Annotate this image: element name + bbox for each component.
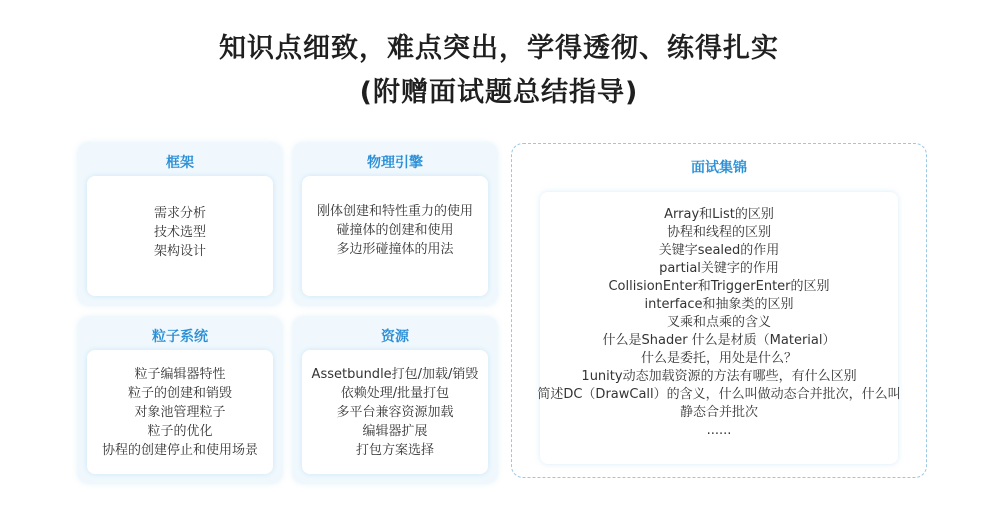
list-item: 多平台兼容资源加载 (336, 404, 454, 420)
list-item: 对象池管理粒子 (134, 404, 226, 420)
list-item: 粒子的创建和销毁 (127, 385, 232, 401)
list-item: 简述DC（DrawCall）的含义，什么叫做动态合并批次，什么叫 (537, 387, 901, 402)
list-item: 刚体创建和特性重力的使用 (316, 204, 473, 219)
card-particle (78, 317, 282, 483)
list-item: 多边形碰撞体的用法 (336, 242, 454, 257)
card-title-interview: 面试集锦 (691, 160, 747, 176)
card-content-framework (87, 176, 273, 296)
headline-title: 知识点细致，难点突出，学得透彻、练得扎实 (219, 33, 779, 64)
card-physics (293, 143, 497, 305)
list-item: interface和抽象类的区别 (644, 297, 794, 312)
list-item: 关键字sealed的作用 (658, 243, 780, 258)
list-item: 1unity动态加载资源的方法有哪些，有什么区别 (581, 369, 857, 384)
card-content-resource (302, 350, 488, 474)
card-resource (293, 317, 497, 483)
card-interview (511, 143, 927, 478)
list-item: 编辑器扩展 (362, 423, 428, 439)
list-item: 打包方案选择 (355, 442, 434, 458)
list-item: 静态合并批次 (679, 405, 758, 420)
list-item: 协程的创建停止和使用场景 (101, 442, 258, 458)
list-item: 粒子的优化 (147, 423, 213, 439)
list-item: Array和List的区别 (664, 207, 774, 222)
card-title-physics: 物理引擎 (367, 155, 423, 171)
list-item: 碰撞体的创建和使用 (336, 223, 454, 238)
card-content-interview (537, 192, 901, 464)
headline-subtitle: (附赠面试题总结指导) (359, 77, 639, 108)
card-title-particle: 粒子系统 (152, 329, 208, 345)
list-item: 依赖处理/批量打包 (340, 385, 450, 401)
list-item: partial关键字的作用 (659, 261, 779, 276)
list-item: 叉乘和点乘的含义 (666, 315, 771, 330)
list-item: 什么是Shader 什么是材质（Material） (602, 333, 836, 348)
list-item: CollisionEnter和TriggerEnter的区别 (608, 279, 830, 294)
card-content-physics (302, 176, 488, 296)
list-item: ...... (706, 423, 732, 438)
list-item: 协程和线程的区别 (666, 225, 771, 240)
list-item: 什么是委托，用处是什么？ (640, 351, 797, 366)
card-content-particle (87, 350, 273, 474)
list-item: 需求分析 (153, 206, 206, 221)
list-item: 技术选型 (153, 225, 206, 240)
list-item: 架构设计 (153, 244, 206, 259)
list-item: Assetbundle打包/加载/销毁 (311, 366, 479, 382)
card-title-resource: 资源 (381, 329, 409, 345)
card-framework (78, 143, 282, 305)
card-title-framework: 框架 (166, 155, 194, 171)
list-item: 粒子编辑器特性 (134, 366, 226, 382)
